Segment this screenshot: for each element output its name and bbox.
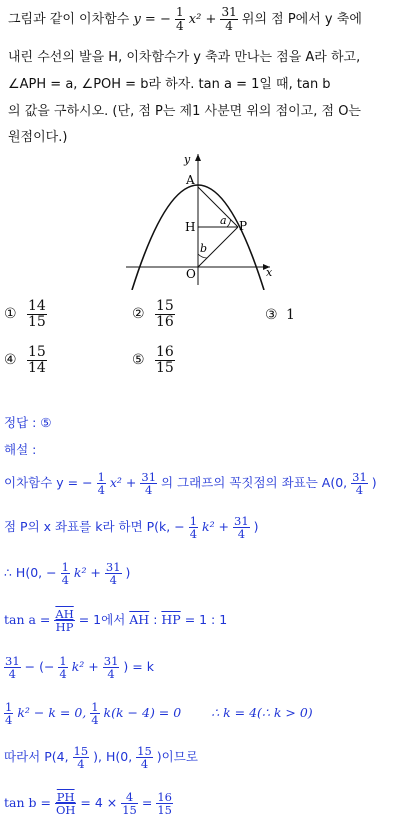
solution-line-2: 점 P의 x 좌표를 k라 하면 P(k, − $\frac{1}{4}$ k² + $\frac{31}{4}$ )	[4, 513, 259, 541]
function-lhs: y = −	[133, 12, 171, 27]
point-P-label: P	[239, 219, 248, 233]
choice-1[interactable]: ① $\frac{14}{15}$	[4, 298, 46, 330]
answer-line: 정답 : ⑤	[4, 415, 52, 430]
question-text: 위의 점 P에서 y 축에	[241, 12, 362, 27]
fraction-31-quarter: $\frac{31}{4}$	[221, 5, 237, 33]
solution-line-6: $\frac{1}{4}$ k² − k = 0, $\frac{1}{4}$ k(k − 4) = 0 ∴ k = 4(∴ k > 0)	[5, 699, 313, 727]
parabola-figure	[120, 150, 280, 290]
question-line-1	[8, 4, 362, 36]
choice-5[interactable]: ⑤ $\frac{16}{15}$	[132, 344, 174, 376]
solution-line-4: tan a = $\frac{\overline{AH}}{HP}$ = 1에서 $\overline{AH}$ : $\overline{HP} = 1$ : 1	[4, 606, 228, 634]
choice-3[interactable]: ③ 1	[265, 307, 295, 323]
solution-line-1: 이차함수 y = − $\frac{1}{4}$ x² + $\frac{31}{4}$ 의 그래프의 꼭짓점의 좌표는 A(0, $\frac{31}{4}$ )	[4, 469, 377, 497]
solution-line-3: ∴ H(0, − $\frac{1}{4}$ k² + $\frac{31}{4}$ )	[4, 559, 131, 587]
question-line-4: 의 값을 구하시오. (단, 점 P는 제1 사분면 위의 점이고, 점 O는	[8, 104, 361, 119]
x-squared-term: x² +	[188, 12, 217, 27]
point-A-label: A	[186, 173, 195, 187]
y-axis-arrow	[195, 154, 201, 161]
solution-line-8: tan b = $\frac{\overline{PH}}{OH}$ = 4 × $\frac{4}{15}$ = $\frac{16}{15}$	[4, 789, 172, 817]
question-line-5: 원점이다.)	[8, 130, 68, 145]
choice-4[interactable]: ④ $\frac{15}{14}$	[4, 344, 46, 376]
x-label: x	[266, 266, 273, 279]
angle-a-arc	[227, 220, 231, 228]
y-label: y	[184, 153, 191, 166]
segment-AP	[198, 187, 238, 227]
point-O-label: O	[186, 267, 196, 281]
point-H-label: H	[185, 220, 196, 234]
choice-2[interactable]: ② $\frac{15}{16}$	[132, 298, 174, 330]
angle-b-label: b	[200, 242, 208, 255]
fraction-one-quarter: $\frac{1}{4}$	[175, 5, 184, 33]
solution-line-5: $\frac{31}{4}$ − (− $\frac{1}{4}$ k² + $\frac{31}{4}$ ) = k	[5, 653, 154, 681]
explain-label: 해설 :	[4, 442, 37, 457]
question-line-3: ∠APH = a, ∠POH = b라 하자. tan a = 1일 때, tan b	[8, 77, 331, 92]
question-text: 그림과 같이 이차함수	[8, 12, 130, 27]
question-line-2: 내린 수선의 발을 H, 이차함수가 y 축과 만나는 점을 A라 하고,	[8, 50, 361, 65]
solution-line-7: 따라서 P(4, $\frac{15}{4}$ ), H(0, $\frac{15}{4}$ )이므로	[4, 743, 198, 771]
angle-a-label: a	[220, 214, 227, 227]
